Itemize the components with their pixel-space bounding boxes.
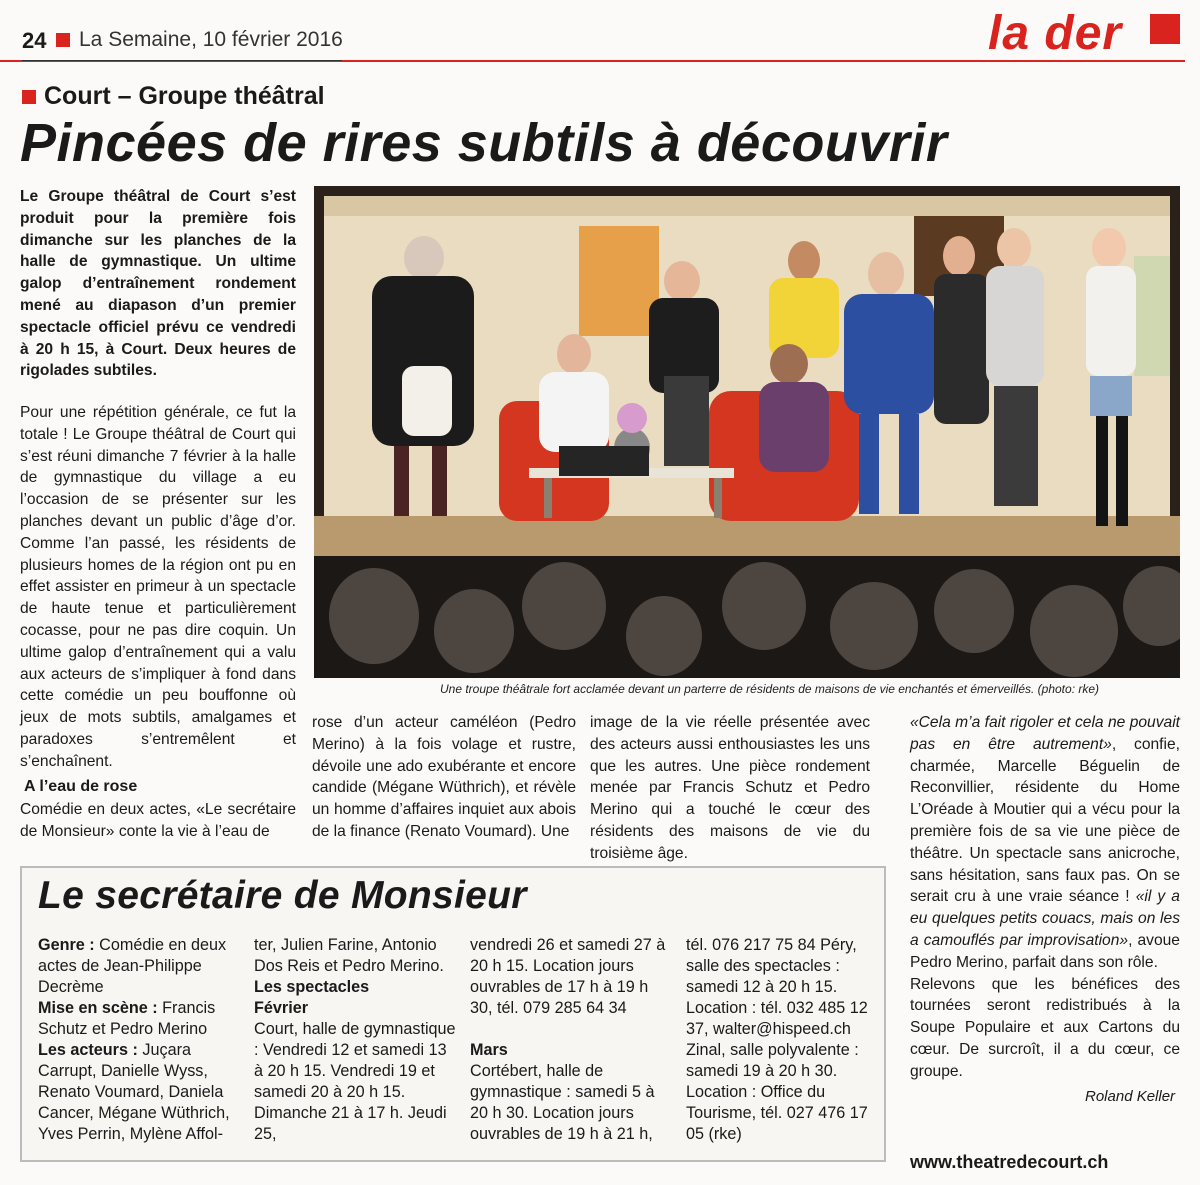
website-link[interactable]: www.theatredecourt.ch <box>910 1152 1109 1172</box>
article-body-1: Pour une répétition générale, ce fut la totale ! Le Groupe théâtral de Court qui s’est réuni dimanche 7 février à la halle de gymnastique du village a eu l’occasion de se présenter sur les planches devant un public d’âge d’or. Comme l’an passé, les résidents de plusieurs homes de la région ont pu en effet assister en primeur à un spectacle de haute tenue et particulièrement cocasse, pour ne pas dire coquin. Un ultime galop d’entraînement qui a valu aux acteurs de s’impliquer à fond dans cette comédie un peu bouffonne où jeux de mots subtils, amalgames et paradoxes s’entremêlent et s’enchaînent. <box>20 404 296 770</box>
col-4-text-b: , avoue Pedro Merino, parfait dans son rôle. <box>910 931 1180 971</box>
fevrier-label: Février <box>254 999 308 1017</box>
mars-label: Mars <box>470 1041 508 1059</box>
page-number: 24 <box>22 28 47 53</box>
mise-en-scene-text: Francis Schutz et Pedro Merino <box>38 999 216 1038</box>
article-lead: Le Groupe théâtral de Court s’est produit pour la première fois dimanche sur les planches de la halle de gymnastique. Un ultime galop d’entraînement rondement mené au diapason d’un premier spectacle officiel prévu ce vendredi à 20 h 15, à Court. Deux heures de rigolades subtiles. <box>20 188 296 380</box>
article-col-3: image de la vie réelle présentée avec des acteurs aussi enthousiastes les uns que les autres. Une pièce rondement menée par Francis Schutz et Pedro Merino qui a touché le cœur des résidents des maisons de vie du troisième âge. <box>590 714 870 862</box>
col-4-text-c: Relevons que les bénéfices des tournées seront redistribués à la Soupe Populaire et aux Cartons du cœur. De surcroît, il a du cœur, ce groupe. <box>910 975 1180 1080</box>
photo-caption: Une troupe théâtrale fort acclamée devant un parterre de résidents de maisons de vie enchantés et émerveillés. (photo: rke) <box>440 682 1100 696</box>
article-subhead: A l’eau de rose <box>24 778 138 795</box>
section-name: la der <box>988 7 1123 60</box>
genre-text: Comédie en deux actes de Jean-Philippe Decrème <box>38 936 227 996</box>
author-signature: Roland Keller <box>1085 1088 1176 1105</box>
header-underline <box>22 60 342 61</box>
acteurs-text-cont: ter, Julien Farine, Antonio Dos Reis et Pedro Merino. <box>254 936 444 975</box>
acteurs-text: Juçara Carrupt, Danielle Wyss, Renato Voumard, Daniela Cancer, Mégane Wüthrich, Yves Perrin, Mylène Affol- <box>38 1041 230 1143</box>
info-box-col-2 <box>254 935 458 1145</box>
info-box-title: Le secrétaire de Monsieur <box>38 874 527 917</box>
mise-en-scene-label: Mise en scène : <box>38 999 158 1017</box>
article-col-4 <box>910 712 1180 1083</box>
quote-2: «il y a eu quelques petits couacs, mais on les a camouflés par improvisation» <box>910 888 1180 949</box>
fevrier-text: Court, halle de gymnastique : Vendredi 12 et samedi 13 à 20 h 15. Vendredi 19 et samedi 20 à 20 h 15. Dimanche 21 à 17 h. Jeudi 25, <box>254 1020 456 1143</box>
info-box-col-1 <box>38 935 246 1145</box>
stage-scene-illustration <box>314 186 1180 678</box>
article-title: Pincées de rires subtils à découvrir <box>20 113 948 173</box>
article-col-2: rose d’un acteur caméléon (Pedro Merino) à la fois volage et rustre, dévoile une ado exubérante et encore candide (Mégane Wüthrich), et révèle un homme d’affaires inquiet aux abois de la finance (Renato Voumard). Une <box>312 714 576 840</box>
stage-photo <box>314 186 1180 678</box>
col-4-text-a: , confie, charmée, Marcelle Béguelin de Reconvillier, résidente du Home L’Oréade à Moutier qui a vécu pour la première fois de sa vie une pièce de théâtre. Un spectacle sans anicroche, sans hésitation, sans faux pas. On se serait cru à une vraie séance ! <box>910 735 1180 906</box>
spectacles-label: Les spectacles <box>254 978 370 996</box>
quote-1: «Cela m’a fait rigoler et cela ne pouvait pas en être autrement» <box>910 714 1180 753</box>
mars-text: Cortébert, halle de gymnastique : samedi 5 à 20 h 30. Location jours ouvrables de 19 h à 21 h, <box>470 1062 655 1143</box>
acteurs-label: Les acteurs : <box>38 1041 138 1059</box>
red-square-icon <box>22 90 36 104</box>
fevrier-text-cont: vendredi 26 et samedi 27 à 20 h 15. Location jours ouvrables de 17 h à 19 h 30, tél. 079 285 64 34 <box>470 936 666 1017</box>
publication-line: La Semaine, 10 février 2016 <box>79 28 343 51</box>
genre-label: Genre : <box>38 936 95 954</box>
red-square-icon <box>56 33 70 47</box>
article-body-2: Comédie en deux actes, «Le secrétaire de Monsieur» conte la vie à l’eau de <box>20 801 296 840</box>
info-box-col-3 <box>470 935 674 1145</box>
article-kicker: Court – Groupe théâtral <box>44 82 325 110</box>
red-square-icon <box>1150 14 1180 44</box>
mars-text-cont: tél. 076 217 75 84 Péry, salle des spectacles : samedi 12 à 20 h 15. Location : tél. 032 485 12 37, walter@hispeed.ch Zinal, salle polyvalente : samedi 19 à 20 h 30. Location : Office du Tourisme, tél. 027 476 17 05 (rke) <box>686 936 868 1143</box>
info-box-col-4 <box>686 935 876 1145</box>
